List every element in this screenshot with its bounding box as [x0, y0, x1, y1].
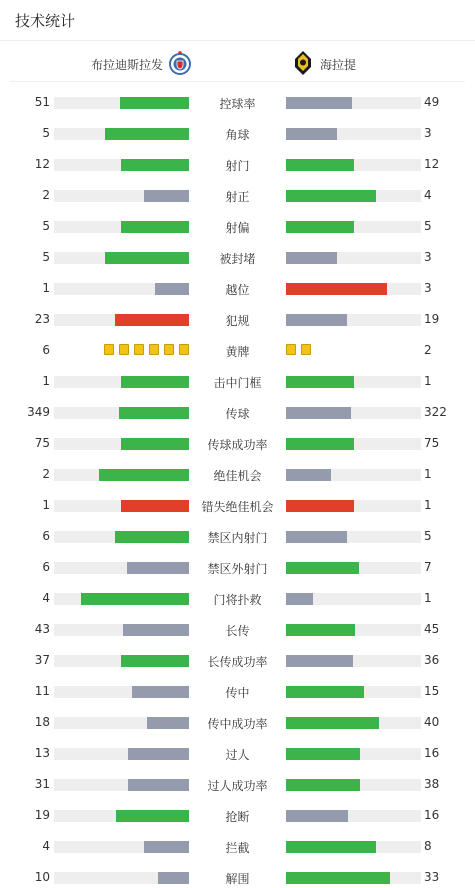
away-team-name: 海拉提 — [320, 58, 357, 72]
away-bar-fill — [286, 159, 354, 171]
home-value: 6 — [42, 343, 50, 357]
home-value: 6 — [42, 560, 50, 574]
home-value: 4 — [42, 591, 50, 605]
home-bar-track — [54, 376, 189, 388]
away-value: 3 — [424, 250, 432, 264]
stat-label: 拦截 — [225, 841, 250, 855]
away-bar-fill — [286, 562, 359, 574]
away-bar-track — [286, 748, 421, 760]
home-bar-track — [54, 283, 189, 295]
page-title: 技术统计 — [15, 12, 76, 30]
stat-row — [0, 592, 475, 606]
away-bar-fill — [286, 841, 376, 853]
stat-row — [0, 716, 475, 730]
home-bar-fill — [121, 159, 189, 171]
away-value: 19 — [424, 312, 440, 326]
home-bar-fill — [158, 872, 189, 884]
home-team[interactable] — [91, 50, 191, 79]
home-value: 5 — [42, 219, 50, 233]
stat-row — [0, 809, 475, 823]
away-bar-fill — [286, 717, 379, 729]
away-value: 1 — [424, 467, 432, 481]
home-value: 75 — [34, 436, 50, 450]
home-bar-fill — [128, 779, 189, 791]
away-value: 1 — [424, 498, 432, 512]
home-value: 2 — [42, 188, 50, 202]
away-value: 33 — [424, 870, 440, 884]
away-bar-track — [286, 872, 421, 884]
home-bar-fill — [144, 841, 189, 853]
home-value: 31 — [34, 777, 50, 791]
home-bar-fill — [115, 314, 189, 326]
away-bar-track — [286, 221, 421, 233]
teams-header — [0, 46, 475, 76]
away-bar-track — [286, 314, 421, 326]
home-bar-fill — [105, 252, 189, 264]
home-value: 1 — [42, 498, 50, 512]
stat-label: 解围 — [225, 872, 250, 886]
slovan-bratislava-crest-icon — [169, 50, 191, 79]
home-value: 1 — [42, 281, 50, 295]
away-bar-track — [286, 376, 421, 388]
home-bar-fill — [121, 376, 189, 388]
home-bar-fill — [115, 531, 189, 543]
away-bar-fill — [286, 97, 352, 109]
yellow-card-icon — [119, 344, 129, 355]
away-bar-fill — [286, 190, 376, 202]
away-value: 49 — [424, 95, 440, 109]
stat-row — [0, 158, 475, 172]
home-bar-track — [54, 810, 189, 822]
stat-label: 黄牌 — [225, 345, 250, 359]
home-value: 23 — [34, 312, 50, 326]
away-bar-track — [286, 159, 421, 171]
stat-label: 控球率 — [219, 97, 256, 111]
home-bar-fill — [119, 407, 189, 419]
away-bar-fill — [286, 779, 360, 791]
away-bar-fill — [286, 593, 313, 605]
stat-row — [0, 282, 475, 296]
home-value: 2 — [42, 467, 50, 481]
away-yellow-cards — [286, 344, 316, 356]
stat-row — [0, 530, 475, 544]
home-bar-fill — [155, 283, 189, 295]
stat-label: 长传成功率 — [207, 655, 268, 669]
away-value: 1 — [424, 374, 432, 388]
home-bar-track — [54, 159, 189, 171]
away-bar-fill — [286, 872, 390, 884]
stat-label: 射门 — [225, 159, 250, 173]
home-bar-track — [54, 717, 189, 729]
away-value: 2 — [424, 343, 432, 357]
home-bar-track — [54, 314, 189, 326]
away-bar-track — [286, 531, 421, 543]
away-bar-track — [286, 779, 421, 791]
home-value: 19 — [34, 808, 50, 822]
stat-label: 禁区内射门 — [207, 531, 268, 545]
away-bar-fill — [286, 221, 354, 233]
home-bar-fill — [121, 500, 189, 512]
home-bar-track — [54, 500, 189, 512]
home-bar-track — [54, 779, 189, 791]
home-bar-fill — [147, 717, 189, 729]
away-bar-track — [286, 190, 421, 202]
divider — [10, 81, 465, 82]
stat-label: 传球 — [225, 407, 250, 421]
away-value: 16 — [424, 746, 440, 760]
home-bar-track — [54, 624, 189, 636]
home-value: 51 — [34, 95, 50, 109]
home-bar-track — [54, 97, 189, 109]
away-bar-fill — [286, 314, 347, 326]
away-bar-track — [286, 717, 421, 729]
stat-label: 传中 — [225, 686, 250, 700]
stat-label: 禁区外射门 — [207, 562, 268, 576]
stat-row — [0, 251, 475, 265]
away-value: 3 — [424, 281, 432, 295]
away-value: 8 — [424, 839, 432, 853]
stat-label: 绝佳机会 — [213, 469, 262, 483]
stat-row — [0, 623, 475, 637]
home-bar-track — [54, 190, 189, 202]
stat-row — [0, 344, 475, 358]
stat-label: 射偏 — [225, 221, 250, 235]
away-bar-track — [286, 593, 421, 605]
home-value: 5 — [42, 250, 50, 264]
stat-label: 射正 — [225, 190, 250, 204]
stat-row — [0, 468, 475, 482]
away-bar-fill — [286, 655, 353, 667]
away-bar-fill — [286, 252, 337, 264]
away-bar-track — [286, 469, 421, 481]
stat-label: 被封堵 — [219, 252, 256, 266]
stat-label: 传中成功率 — [207, 717, 268, 731]
home-bar-fill — [116, 810, 189, 822]
away-value: 5 — [424, 529, 432, 543]
home-value: 6 — [42, 529, 50, 543]
home-bar-track — [54, 655, 189, 667]
home-bar-track — [54, 562, 189, 574]
away-bar-track — [286, 686, 421, 698]
yellow-card-icon — [104, 344, 114, 355]
home-bar-track — [54, 872, 189, 884]
stat-row — [0, 561, 475, 575]
away-bar-fill — [286, 438, 354, 450]
stat-label: 角球 — [225, 128, 250, 142]
away-value: 4 — [424, 188, 432, 202]
yellow-card-icon — [286, 344, 296, 355]
home-bar-track — [54, 407, 189, 419]
away-value: 40 — [424, 715, 440, 729]
away-value: 5 — [424, 219, 432, 233]
divider — [0, 40, 475, 41]
away-bar-track — [286, 283, 421, 295]
away-bar-fill — [286, 686, 364, 698]
stat-row — [0, 499, 475, 513]
away-value: 16 — [424, 808, 440, 822]
stat-row — [0, 127, 475, 141]
away-value: 1 — [424, 591, 432, 605]
home-bar-track — [54, 438, 189, 450]
stat-label: 长传 — [225, 624, 250, 638]
home-bar-track — [54, 252, 189, 264]
away-bar-track — [286, 438, 421, 450]
home-bar-track — [54, 686, 189, 698]
away-value: 7 — [424, 560, 432, 574]
away-bar-fill — [286, 810, 348, 822]
stat-label: 犯规 — [225, 314, 250, 328]
home-bar-fill — [99, 469, 189, 481]
yellow-card-icon — [179, 344, 189, 355]
stat-row — [0, 375, 475, 389]
home-bar-track — [54, 221, 189, 233]
away-bar-track — [286, 500, 421, 512]
stat-label: 抢断 — [225, 810, 250, 824]
away-value: 15 — [424, 684, 440, 698]
home-value: 13 — [34, 746, 50, 760]
home-bar-track — [54, 748, 189, 760]
home-bar-track — [54, 841, 189, 853]
stat-row — [0, 437, 475, 451]
away-team[interactable] — [294, 50, 356, 79]
away-bar-fill — [286, 624, 355, 636]
away-bar-track — [286, 810, 421, 822]
away-bar-track — [286, 407, 421, 419]
home-value: 1 — [42, 374, 50, 388]
home-bar-fill — [121, 438, 189, 450]
stat-row — [0, 313, 475, 327]
away-bar-track — [286, 655, 421, 667]
away-bar-fill — [286, 283, 387, 295]
away-bar-fill — [286, 376, 354, 388]
home-team-name: 布拉迪斯拉发 — [90, 58, 163, 72]
away-value: 322 — [424, 405, 447, 419]
home-bar-fill — [120, 97, 189, 109]
home-bar-track — [54, 531, 189, 543]
stat-label: 过人 — [225, 748, 250, 762]
away-bar-fill — [286, 407, 351, 419]
stat-row — [0, 685, 475, 699]
home-bar-fill — [121, 655, 189, 667]
yellow-card-icon — [149, 344, 159, 355]
away-bar-track — [286, 562, 421, 574]
away-value: 75 — [424, 436, 440, 450]
home-bar-fill — [144, 190, 189, 202]
stat-row — [0, 871, 475, 885]
home-value: 4 — [42, 839, 50, 853]
away-bar-fill — [286, 748, 360, 760]
yellow-card-icon — [301, 344, 311, 355]
away-bar-fill — [286, 500, 354, 512]
home-value: 37 — [34, 653, 50, 667]
stat-row — [0, 840, 475, 854]
away-bar-fill — [286, 531, 347, 543]
away-bar-track — [286, 128, 421, 140]
away-bar-track — [286, 252, 421, 264]
home-value: 43 — [34, 622, 50, 636]
home-bar-fill — [127, 562, 189, 574]
home-value: 5 — [42, 126, 50, 140]
stat-row — [0, 778, 475, 792]
home-bar-fill — [128, 748, 189, 760]
away-bar-track — [286, 841, 421, 853]
away-value: 36 — [424, 653, 440, 667]
home-bar-fill — [132, 686, 189, 698]
stat-row — [0, 747, 475, 761]
away-bar-fill — [286, 128, 337, 140]
stat-label: 击中门框 — [213, 376, 262, 390]
home-bar-fill — [123, 624, 189, 636]
home-value: 10 — [34, 870, 50, 884]
away-value: 38 — [424, 777, 440, 791]
yellow-card-icon — [134, 344, 144, 355]
stat-label: 传球成功率 — [207, 438, 268, 452]
home-bar-track — [54, 593, 189, 605]
home-bar-track — [54, 469, 189, 481]
stat-label: 过人成功率 — [207, 779, 268, 793]
home-value: 349 — [27, 405, 50, 419]
home-value: 12 — [34, 157, 50, 171]
stat-row — [0, 220, 475, 234]
stat-row — [0, 189, 475, 203]
kairat-crest-icon — [294, 50, 312, 79]
stat-label: 越位 — [225, 283, 250, 297]
home-value: 11 — [34, 684, 50, 698]
home-yellow-cards — [99, 344, 189, 356]
stat-label: 错失绝佳机会 — [201, 500, 274, 514]
home-bar-fill — [105, 128, 189, 140]
yellow-card-icon — [164, 344, 174, 355]
home-bar-track — [54, 128, 189, 140]
away-value: 45 — [424, 622, 440, 636]
stat-label: 门将扑救 — [213, 593, 262, 607]
stat-row — [0, 96, 475, 110]
stat-row — [0, 654, 475, 668]
home-bar-fill — [121, 221, 189, 233]
away-value: 3 — [424, 126, 432, 140]
away-bar-track — [286, 624, 421, 636]
away-bar-track — [286, 97, 421, 109]
home-bar-fill — [81, 593, 189, 605]
away-value: 12 — [424, 157, 440, 171]
away-bar-fill — [286, 469, 331, 481]
home-value: 18 — [34, 715, 50, 729]
stat-row — [0, 406, 475, 420]
